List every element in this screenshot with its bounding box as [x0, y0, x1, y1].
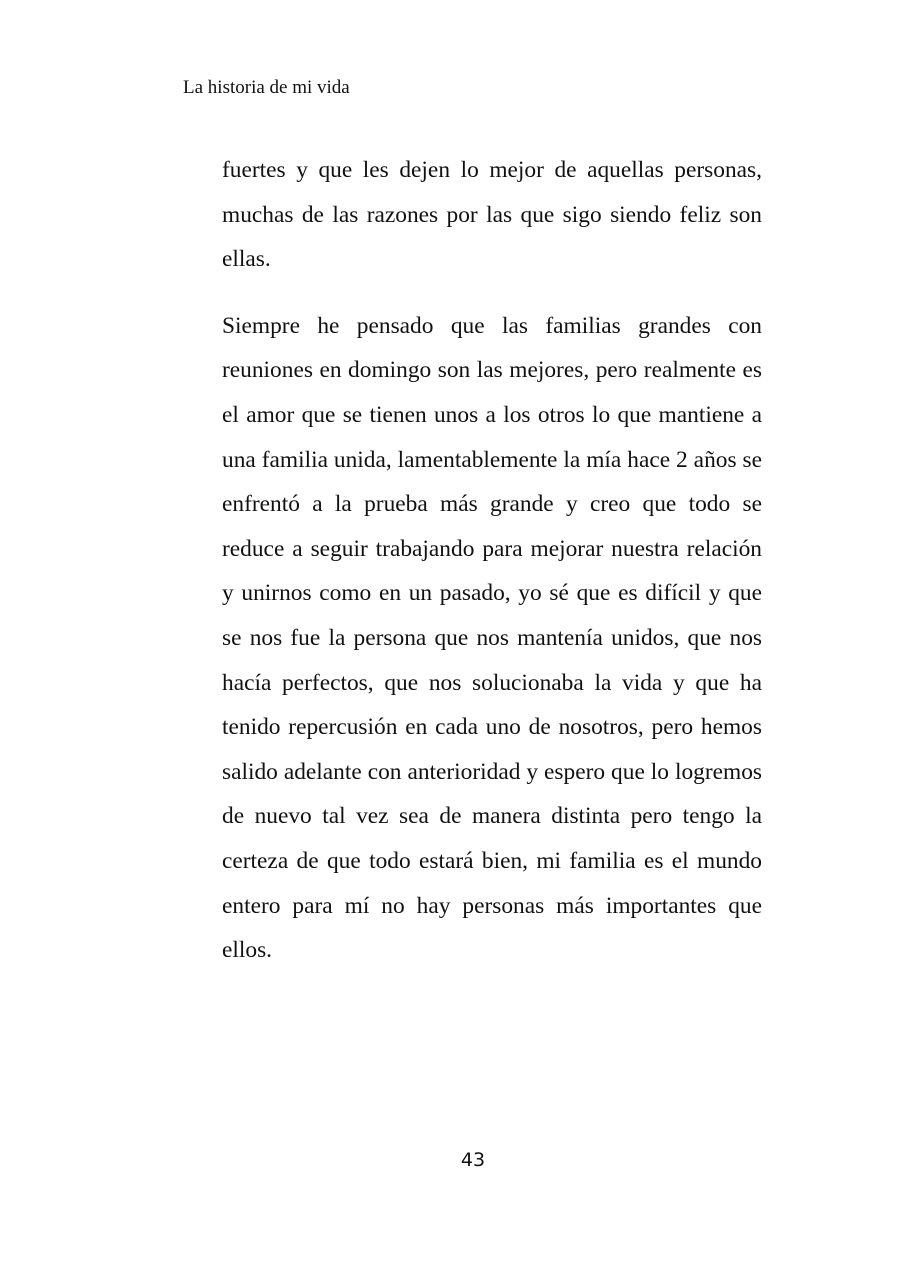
body-text	[222, 148, 762, 995]
paragraph: fuertes y que les dejen lo mejor de aquellas personas, muchas de las razones por las que sigo siendo feliz son ellas.	[222, 157, 762, 273]
paragraph: Siempre he pensado que las familias grandes con reuniones en domingo son las mejores, pero realmente es el amor que se tienen unos a los otros lo que mantiene a una familia unida, lamentablemente la mía hace 2 años se enfrentó a la prueba más grande y creo que todo se reduce a seguir trabajando para mejorar nuestra relación y unirnos como en un pasado, yo sé que es difícil y que se nos fue la persona que nos mantenía unidos, que nos hacía perfectos, que nos solucionaba la vida y que ha tenido repercusión en cada uno de nosotros, pero hemos salido adelante con anterioridad y espero que lo logremos de nuevo tal vez sea de manera distinta pero tengo la certeza de que todo estará bien, mi familia es el mundo entero para mí no hay personas más importantes que ellos.	[222, 312, 762, 964]
page-number: 43	[460, 1149, 486, 1171]
running-header-title: La historia de mi vida	[183, 77, 350, 98]
